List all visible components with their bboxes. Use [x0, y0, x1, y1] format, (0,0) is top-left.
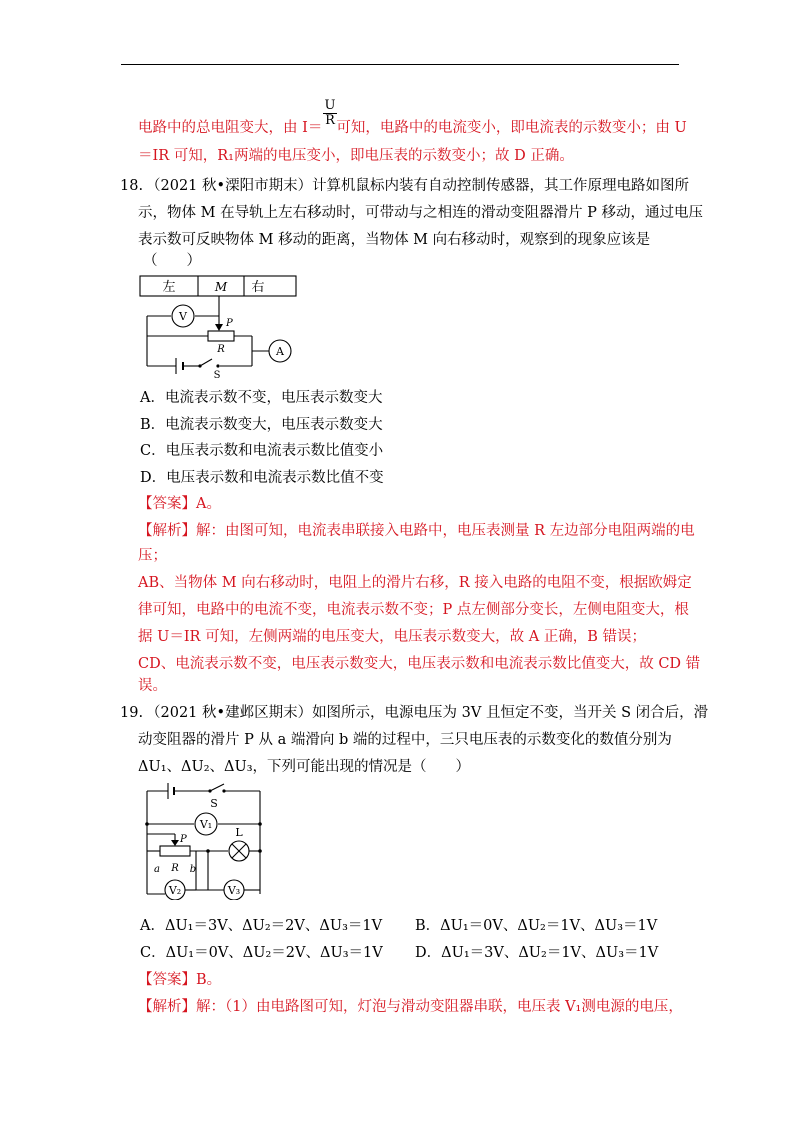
question-18-stem-3: 表示数可反映物体 M 移动的距离，当物体 M 向右移动时，观察到的现象应该是	[138, 232, 651, 248]
switch-label: S	[213, 370, 221, 381]
question-18-stem-1: （2021 秋•溧阳市期末）计算机鼠标内装有自动控制传感器，其工作原理电路如图所	[146, 178, 690, 194]
answer-tag: 【答案】	[138, 972, 196, 988]
question-19-option-b: B．ΔU₁＝0V、ΔU₂＝1V、ΔU₃＝1V	[415, 918, 658, 934]
question-18-analysis-2: 压；	[138, 548, 167, 564]
question-18-analysis-3: AB、当物体 M 向右移动时，电阻上的滑片右移，R 接入电路的电阻不变，根据欧姆定	[138, 575, 692, 591]
question-19-option-d: D．ΔU₁＝3V、ΔU₂＝1V、ΔU₃＝1V	[415, 945, 659, 961]
question-19-option-c: C．ΔU₁＝0V、ΔU₂＝2V、ΔU₃＝1V	[140, 945, 383, 961]
question-18-analysis-6: CD、电流表示数不变，电压表示数变大，电压表示数和电流表示数比值变大，故 CD 错	[138, 656, 701, 672]
voltmeter-label: V	[179, 310, 187, 323]
resistor-R-symbol	[208, 331, 234, 341]
question-18-option-b: B．电流表示数变大，电压表示数变大	[140, 417, 383, 433]
switch-label: S	[210, 797, 218, 810]
lamp-label: L	[235, 826, 243, 839]
fraction-denominator: R	[325, 113, 335, 128]
fraction-numerator: U	[324, 98, 336, 113]
answer-tag: 【答案】	[138, 496, 196, 512]
end-a-label: a	[154, 864, 160, 875]
header-rule	[121, 64, 679, 65]
question-18-analysis-4: 律可知，电路中的电流不变，电流表示数不变；P 点左侧部分变长，左侧电阻变大，根	[138, 602, 689, 618]
question-19-number: 19.	[120, 705, 144, 721]
rail-label-M: M	[214, 280, 228, 294]
prev-analysis-line-1a: 电路中的总电阻变大，由 I＝	[138, 120, 323, 136]
prev-analysis-line-1	[138, 118, 687, 138]
question-18-option-d: D．电压表示数和电流表示数比值不变	[140, 470, 384, 486]
question-19-analysis-1	[138, 997, 683, 1017]
resistor-label: R	[217, 344, 225, 355]
answer-value: B。	[196, 972, 222, 988]
question-18-answer	[138, 494, 221, 514]
question-18-analysis-5: 据 U＝IR 可知，左侧两端的电压变大，电压表示数变大，故 A 正确，B 错误；	[138, 629, 647, 645]
analysis-text: 解：（1）由电路图可知，灯泡与滑动变阻器串联，电压表 V₁测电源的电压，	[196, 999, 683, 1015]
slider-label: P	[226, 318, 233, 329]
prev-analysis-line-2: ＝IR 可知，R₁两端的电压变小，即电压表的示数变小；故 D 正确。	[138, 148, 574, 164]
question-18-stem-4: （ ）	[143, 253, 201, 269]
question-18-stem-2: 示，物体 M 在导轨上左右移动时，可带动与之相连的滑动变阻器滑片 P 移动，通过电压	[138, 205, 704, 221]
analysis-tag: 【解析】	[138, 523, 196, 539]
voltmeter-V3-label: V₃	[227, 884, 241, 897]
question-18-option-a: A．电流表示数不变，电压表示数变大	[140, 390, 383, 406]
end-b-label: b	[189, 864, 197, 875]
question-18-analysis-7: 误。	[138, 678, 167, 694]
analysis-tag: 【解析】	[138, 999, 196, 1015]
ammeter-label: A	[276, 345, 284, 358]
rail-label-left: 左	[162, 280, 176, 295]
question-19-stem-3: ΔU₁、ΔU₂、ΔU₃，下列可能出现的情况是（ ）	[138, 759, 471, 775]
question-19-stem-2: 动变阻器的滑片 P 从 a 端滑向 b 端的过程中，三只电压表的示数变化的数值分别为	[138, 732, 672, 748]
voltmeter-V2-label: V₂	[168, 884, 182, 897]
question-19-circuit-figure	[138, 780, 268, 900]
question-18-analysis-1	[138, 521, 695, 541]
question-18-option-c: C．电压表示数和电流表示数比值变小	[140, 443, 384, 459]
question-19-option-a: A．ΔU₁＝3V、ΔU₂＝2V、ΔU₃＝1V	[140, 918, 383, 934]
slider-label: P	[180, 834, 187, 845]
voltmeter-V1-label: V₁	[199, 818, 213, 831]
question-18-number: 18.	[120, 178, 144, 194]
resistor-R-symbol	[160, 846, 190, 856]
prev-analysis-line-1b: 可知，电路中的电流变小，即电流表的示数变小；由 U	[336, 120, 687, 136]
rail-label-right: 右	[251, 280, 265, 295]
analysis-text: 解：由图可知，电流表串联接入电路中，电压表测量 R 左边部分电阻两端的电	[196, 523, 695, 539]
answer-value: A。	[196, 496, 221, 512]
question-18-circuit-figure	[138, 270, 298, 382]
question-19-answer	[138, 970, 221, 990]
resistor-label: R	[171, 863, 179, 874]
question-19-stem-1: （2021 秋•建邺区期末）如图所示，电源电压为 3V 且恒定不变，当开关 S 闭合后，滑	[146, 705, 709, 721]
